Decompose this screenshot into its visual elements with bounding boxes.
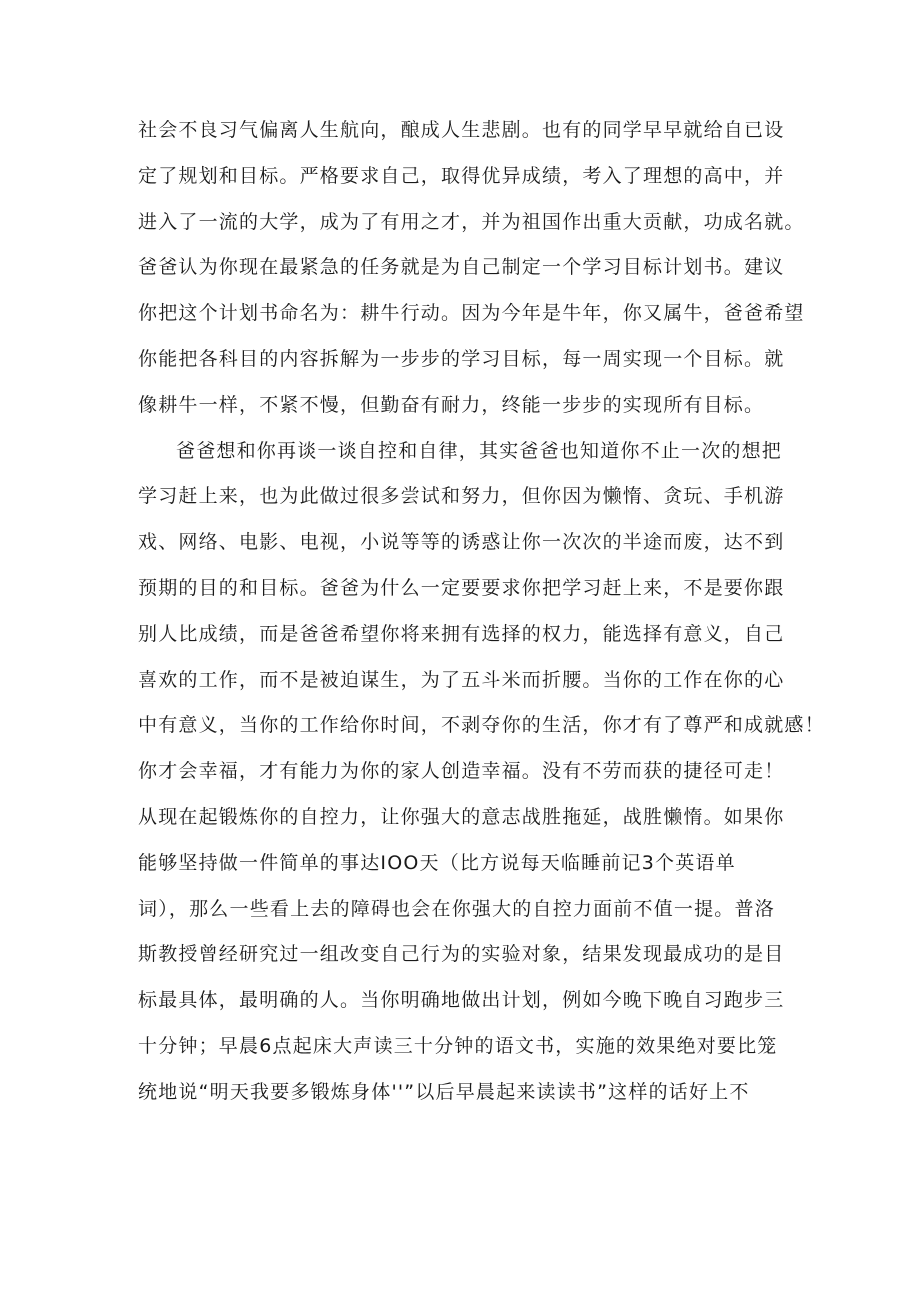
text-line-9: 学习赶上来，也为此做过很多尝试和努力，但你因为懒惰、贪玩、手机游 [138, 485, 785, 508]
text-line-14: 中有意义，当你的工作给你时间，不剥夺你的生活，你才有了尊严和成就感！ [138, 714, 825, 737]
text-line-4: 爸爸认为你现在最紧急的任务就是为自己制定一个学习目标计划书。建议 [138, 256, 785, 279]
text-line-22: 统地说“明天我要多锻炼身体''”以后早晨起来读读书”这样的话好上不 [138, 1080, 750, 1103]
text-line-21: 十分钟；早晨6点起床大声读三十分钟的语文书，实施的效果绝对要比笼 [138, 1034, 778, 1057]
text-line-17: 能够坚持做一件简单的事达IOO天（比方说每天临睡前记3个英语单 [138, 851, 736, 874]
text-line-20: 标最具体，最明确的人。当你明确地做出计划，例如今晚下晚自习跑步三 [138, 989, 785, 1012]
text-line-5: 你把这个计划书命名为：耕牛行动。因为今年是牛年，你又属牛，爸爸希望 [138, 302, 805, 325]
text-line-10: 戏、网络、电影、电视，小说等等的诱惑让你一次次的半途而废，达不到 [138, 531, 785, 554]
text-line-18: 词），那么一些看上去的障碍也会在你强大的自控力面前不值一提。普洛 [138, 897, 775, 920]
text-line-3: 进入了一流的大学，成为了有用之才，并为祖国作出重大贡献，功成名就。 [138, 210, 805, 233]
text-line-12: 别人比成绩，而是爸爸希望你将来拥有选择的权力，能选择有意义，自己 [138, 622, 785, 645]
text-line-19: 斯教授曾经研究过一组改变自己行为的实验对象，结果发现最成功的是目 [138, 943, 785, 966]
text-line-11: 预期的目的和目标。爸爸为什么一定要要求你把学习赶上来，不是要你跟 [138, 576, 785, 599]
text-line-13: 喜欢的工作，而不是被迫谋生，为了五斗米而折腰。当你的工作在你的心 [138, 668, 785, 691]
text-line-2: 定了规划和目标。严格要求自己，取得优异成绩，考入了理想的高中，并 [138, 164, 785, 187]
body-text [138, 108, 825, 1116]
text-line-1: 社会不良习气偏离人生航向，酿成人生悲剧。也有的同学早早就给自已设 [138, 119, 785, 141]
text-line-6: 你能把各科目的内容拆解为一步步的学习目标，每一周实现一个目标。就 [138, 347, 785, 370]
text-line-15: 你才会幸福，才有能力为你的家人创造幸福。没有不劳而获的捷径可走！ [138, 760, 785, 783]
text-line-8: 爸爸想和你再谈一谈自控和自律，其实爸爸也知道你不止一次的想把 [176, 439, 783, 462]
text-line-16: 从现在起锻炼你的自控力，让你强大的意志战胜拖延，战胜懒惰。如果你 [138, 805, 785, 828]
text-line-7: 像耕牛一样，不紧不慢，但勤奋有耐力，终能一步步的实现所有目标。 [138, 393, 765, 416]
